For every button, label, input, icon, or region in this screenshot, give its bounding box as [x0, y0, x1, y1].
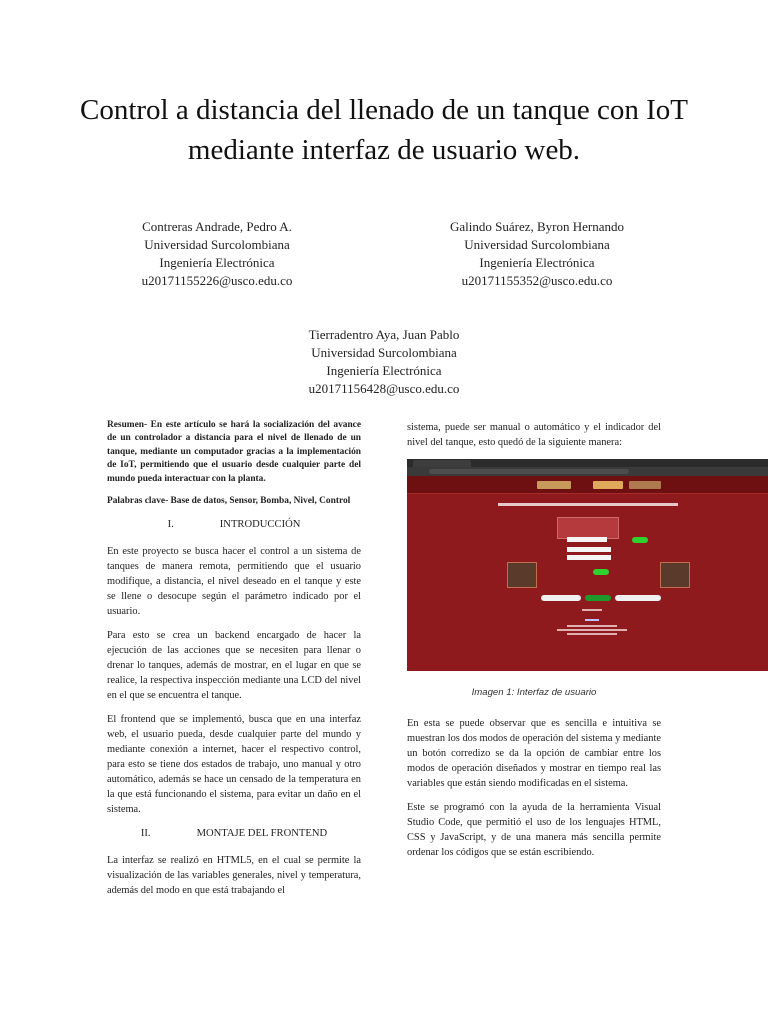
browser-url-field — [429, 469, 629, 474]
site-header — [407, 476, 768, 494]
paper-title: Control a distancia del llenado de un tanque con IoT mediante interfaz de usuario web. — [79, 94, 688, 166]
anniversary-logo — [593, 481, 623, 489]
info-line — [585, 619, 599, 621]
browser-tab — [413, 460, 471, 467]
level-input — [567, 537, 607, 542]
paragraph: Para esto se crea un backend encargado de hacer la ejecución de las acciones que se necesiten para llenar o drenar lo tanques, además de mostrar, en el lugar en que se realice, la respectiva inspección mediante una LCD del nivel en el que se encuentra el tanque. — [107, 630, 361, 702]
section-heading-frontend — [107, 826, 361, 841]
browser-address-bar — [407, 467, 768, 476]
author-university: Universidad Surcolombiana — [144, 237, 290, 252]
author-email: u20171156428@usco.edu.co — [308, 381, 460, 396]
paragraph: La interfaz se realizó en HTML5, en el cual se permite la visualización de las variables generales, nivel y temperatura, además del modo en que está trabajando el — [107, 855, 361, 897]
author-university: Universidad Surcolombiana — [311, 345, 457, 360]
author-block-3 — [259, 326, 509, 398]
figure-user-interface-screenshot — [407, 459, 768, 671]
tank-photo-right — [660, 562, 690, 588]
section-number: II. — [140, 828, 151, 840]
paragraph: En esta se puede observar que es sencilla e intuitiva se muestran los dos modos de operación del sistema y mediante un botón corredizo se da la opción de cambiar entre los modos de operación diseñados y mostrar en tiempo real las variables que están siendo modificadas en el sistema. — [407, 718, 661, 789]
status-indicator — [585, 595, 611, 601]
author-name: Tierradentro Aya, Juan Pablo — [308, 327, 460, 342]
browser-tab-bar — [407, 459, 768, 467]
section-title: INTRODUCCIÓN — [219, 519, 301, 531]
accreditation-logo — [629, 481, 661, 489]
section-heading-intro — [107, 517, 361, 532]
author-department: Ingeniería Electrónica — [479, 255, 595, 270]
fill-button — [541, 595, 581, 601]
author-name: Contreras Andrade, Pedro A. — [142, 219, 292, 234]
author-email: u20171155352@usco.edu.co — [461, 273, 613, 288]
left-column — [107, 419, 361, 907]
author-block-2 — [412, 218, 662, 290]
section-title: MONTAJE DEL FRONTEND — [196, 828, 328, 840]
section-number: I. — [167, 519, 174, 531]
author-name: Galindo Suárez, Byron Hernando — [449, 219, 624, 234]
manual-toggle — [593, 569, 609, 575]
paragraph: En este proyecto se busca hacer el control a un sistema de tanques de manera remota, permitiendo que el usuario modifique, a distancia, el nivel deseado en el tanque y este se llene o desocupe según el parámetro indicado por el usuario. — [107, 546, 361, 618]
drain-button — [615, 595, 661, 601]
footer-line — [557, 629, 627, 631]
temperature-input — [567, 555, 611, 560]
site-title-line — [407, 503, 768, 506]
info-line — [582, 609, 602, 611]
footer-line — [567, 633, 617, 635]
tank-photo-left — [507, 562, 537, 588]
figure-caption: Imagen 1: Interfaz de usuario — [471, 687, 597, 698]
paragraph: El frontend que se implementó, busca que en una interfaz web, el usuario pueda, desde cualquier parte del mundo y mediante conexión a internet, hacer el respectivo control, para esto se tiene dos estados de trabajo, uno manual y otro automático, además se hace un censado de la temperatura en la que está funcionando el sistema, para evitar un daño en el sistema. — [107, 714, 361, 816]
setpoint-input — [567, 547, 611, 552]
paragraph: sistema, puede ser manual o automático y el indicador del nivel del tanque, esto quedó de la siguiente manera: — [407, 422, 661, 448]
paragraph: Este se programó con la ayuda de la herramienta Visual Studio Code, que permitió el uso de los lenguajes HTML, CSS y JavaScript, y de una manera más sencilla permite ordenar los códigos que se están escribiendo. — [407, 802, 661, 858]
author-email: u20171155226@usco.edu.co — [141, 273, 293, 288]
author-department: Ingeniería Electrónica — [159, 255, 275, 270]
university-logo — [537, 481, 571, 489]
author-department: Ingeniería Electrónica — [326, 363, 442, 378]
author-block-1 — [92, 218, 342, 290]
abstract: Resumen- En este artículo se hará la socialización del avance de un controlador a distancia para el nivel de llenado de un tanque, mediante un computador gracias a la implementación de IoT, permitiendo que el usuario desde cualquier parte del mundo pueda interactuar con la planta. — [107, 420, 361, 484]
author-university: Universidad Surcolombiana — [464, 237, 610, 252]
mode-toggle — [632, 537, 648, 543]
variables-panel — [557, 517, 619, 539]
footer-line — [567, 625, 617, 627]
right-column — [407, 420, 661, 869]
keywords: Palabras clave- Base de datos, Sensor, Bomba, Nivel, Control — [107, 496, 351, 507]
